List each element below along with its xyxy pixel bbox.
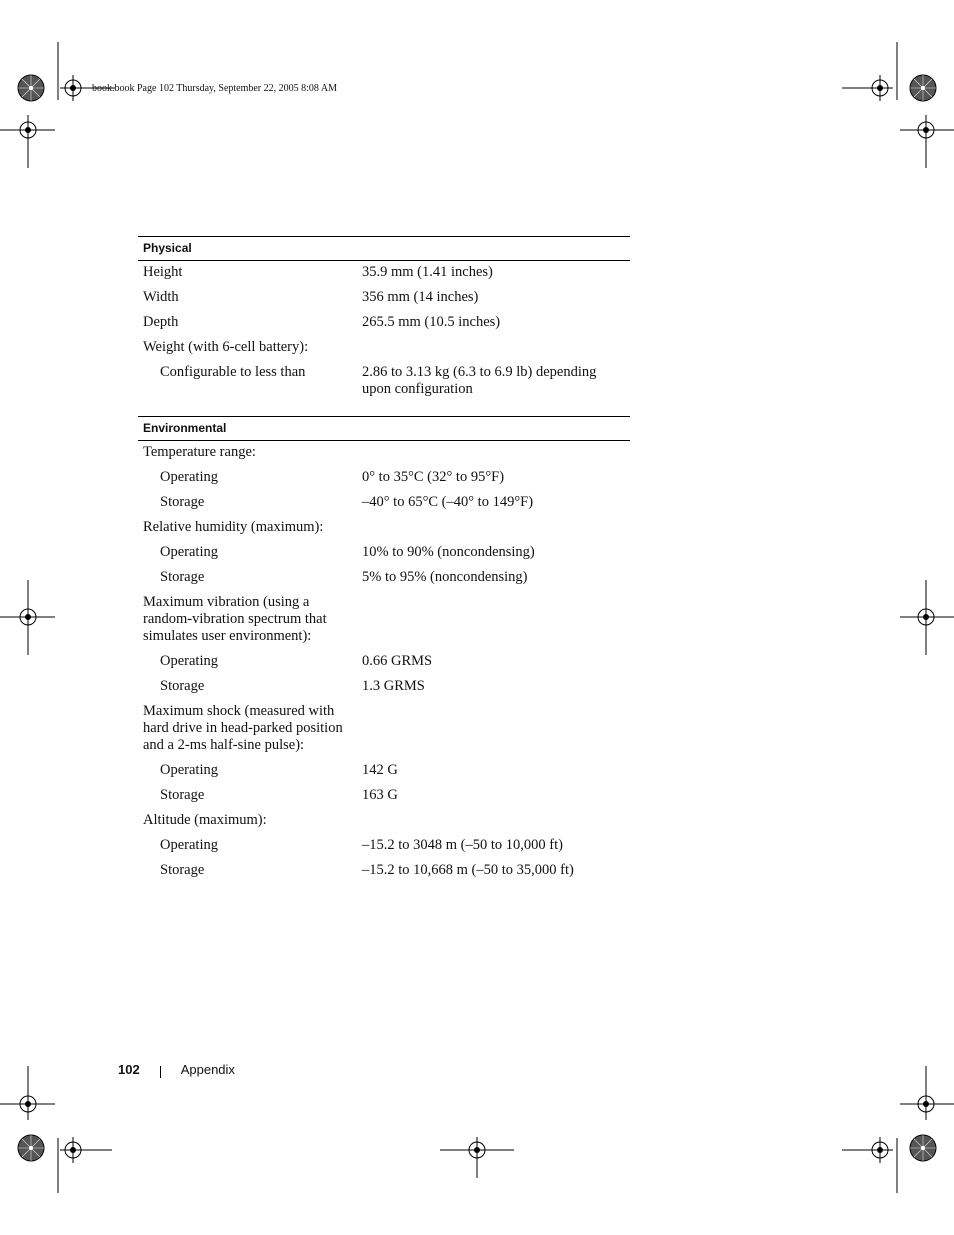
spec-label: Weight (with 6-cell battery): bbox=[143, 339, 309, 355]
spec-value: 5% to 95% (noncondensing) bbox=[362, 569, 528, 585]
table-row bbox=[138, 544, 630, 561]
spec-label: Altitude (maximum): bbox=[143, 812, 267, 828]
table-row bbox=[138, 494, 630, 511]
section-rows bbox=[138, 441, 630, 897]
table-row bbox=[138, 469, 630, 486]
table-row bbox=[138, 862, 630, 879]
spec-table bbox=[138, 236, 630, 897]
spec-value: 0° to 35°C (32° to 95°F) bbox=[362, 469, 505, 485]
spec-label: Temperature range: bbox=[143, 444, 256, 460]
spec-value bbox=[362, 339, 624, 356]
spec-value: 356 mm (14 inches) bbox=[362, 289, 479, 305]
table-row bbox=[138, 569, 630, 586]
spec-label: Operating bbox=[160, 762, 218, 778]
spec-value bbox=[362, 519, 624, 536]
spec-value: 0.66 GRMS bbox=[362, 653, 433, 669]
table-row bbox=[138, 762, 630, 779]
section-rows bbox=[138, 261, 630, 416]
section-physical bbox=[138, 236, 630, 416]
spec-value: 163 G bbox=[362, 787, 398, 803]
spec-value: 10% to 90% (noncondensing) bbox=[362, 544, 535, 560]
table-row bbox=[138, 264, 630, 281]
spec-label: Storage bbox=[160, 787, 205, 803]
print-header: book.book Page 102 Thursday, September 22, 2005 8:08 AM bbox=[92, 83, 337, 94]
spec-label: Operating bbox=[160, 653, 218, 669]
spec-value: 1.3 GRMS bbox=[362, 678, 425, 694]
table-row bbox=[138, 594, 630, 645]
spec-label: Relative humidity (maximum): bbox=[143, 519, 324, 535]
spec-value bbox=[362, 703, 624, 754]
table-row bbox=[138, 364, 630, 398]
table-row bbox=[138, 837, 630, 854]
spec-label: Maximum shock (measured with hard drive in head-parked position and a 2-ms half-sine pulse): bbox=[143, 703, 343, 753]
table-row bbox=[138, 678, 630, 695]
spec-label: Operating bbox=[160, 837, 218, 853]
spec-label: Configurable to less than bbox=[160, 364, 306, 380]
table-row bbox=[138, 519, 630, 536]
spec-label: Height bbox=[143, 264, 183, 280]
table-row bbox=[138, 812, 630, 829]
spec-value: 2.86 to 3.13 kg (6.3 to 6.9 lb) depending upon configuration bbox=[362, 364, 597, 397]
table-row bbox=[138, 653, 630, 670]
spec-label: Maximum vibration (using a random-vibration spectrum that simulates user environment): bbox=[143, 594, 327, 644]
section-title: Physical bbox=[138, 236, 630, 261]
footer-divider bbox=[160, 1066, 161, 1078]
spec-label: Depth bbox=[143, 314, 179, 330]
spec-label: Width bbox=[143, 289, 179, 305]
spec-value bbox=[362, 594, 624, 645]
spec-label: Storage bbox=[160, 569, 205, 585]
table-row bbox=[138, 787, 630, 804]
spec-value: –15.2 to 3048 m (–50 to 10,000 ft) bbox=[362, 837, 563, 853]
spec-label: Operating bbox=[160, 469, 218, 485]
spec-label: Storage bbox=[160, 862, 205, 878]
spec-label: Storage bbox=[160, 678, 205, 694]
footer-section-title: Appendix bbox=[180, 1062, 235, 1077]
table-row bbox=[138, 444, 630, 461]
spec-label: Operating bbox=[160, 544, 218, 560]
spec-value: –15.2 to 10,668 m (–50 to 35,000 ft) bbox=[362, 862, 574, 878]
spec-value: 265.5 mm (10.5 inches) bbox=[362, 314, 501, 330]
table-row bbox=[138, 339, 630, 356]
spec-label: Storage bbox=[160, 494, 205, 510]
table-row bbox=[138, 314, 630, 331]
spec-value: –40° to 65°C (–40° to 149°F) bbox=[362, 494, 534, 510]
spec-value: 35.9 mm (1.41 inches) bbox=[362, 264, 493, 280]
table-row bbox=[138, 703, 630, 754]
table-row bbox=[138, 289, 630, 306]
section-title: Environmental bbox=[138, 416, 630, 441]
page-number: 102 bbox=[118, 1062, 140, 1077]
page-footer bbox=[118, 1062, 235, 1077]
spec-value bbox=[362, 444, 624, 461]
spec-value: 142 G bbox=[362, 762, 398, 778]
section-environmental bbox=[138, 416, 630, 897]
spec-value bbox=[362, 812, 624, 829]
